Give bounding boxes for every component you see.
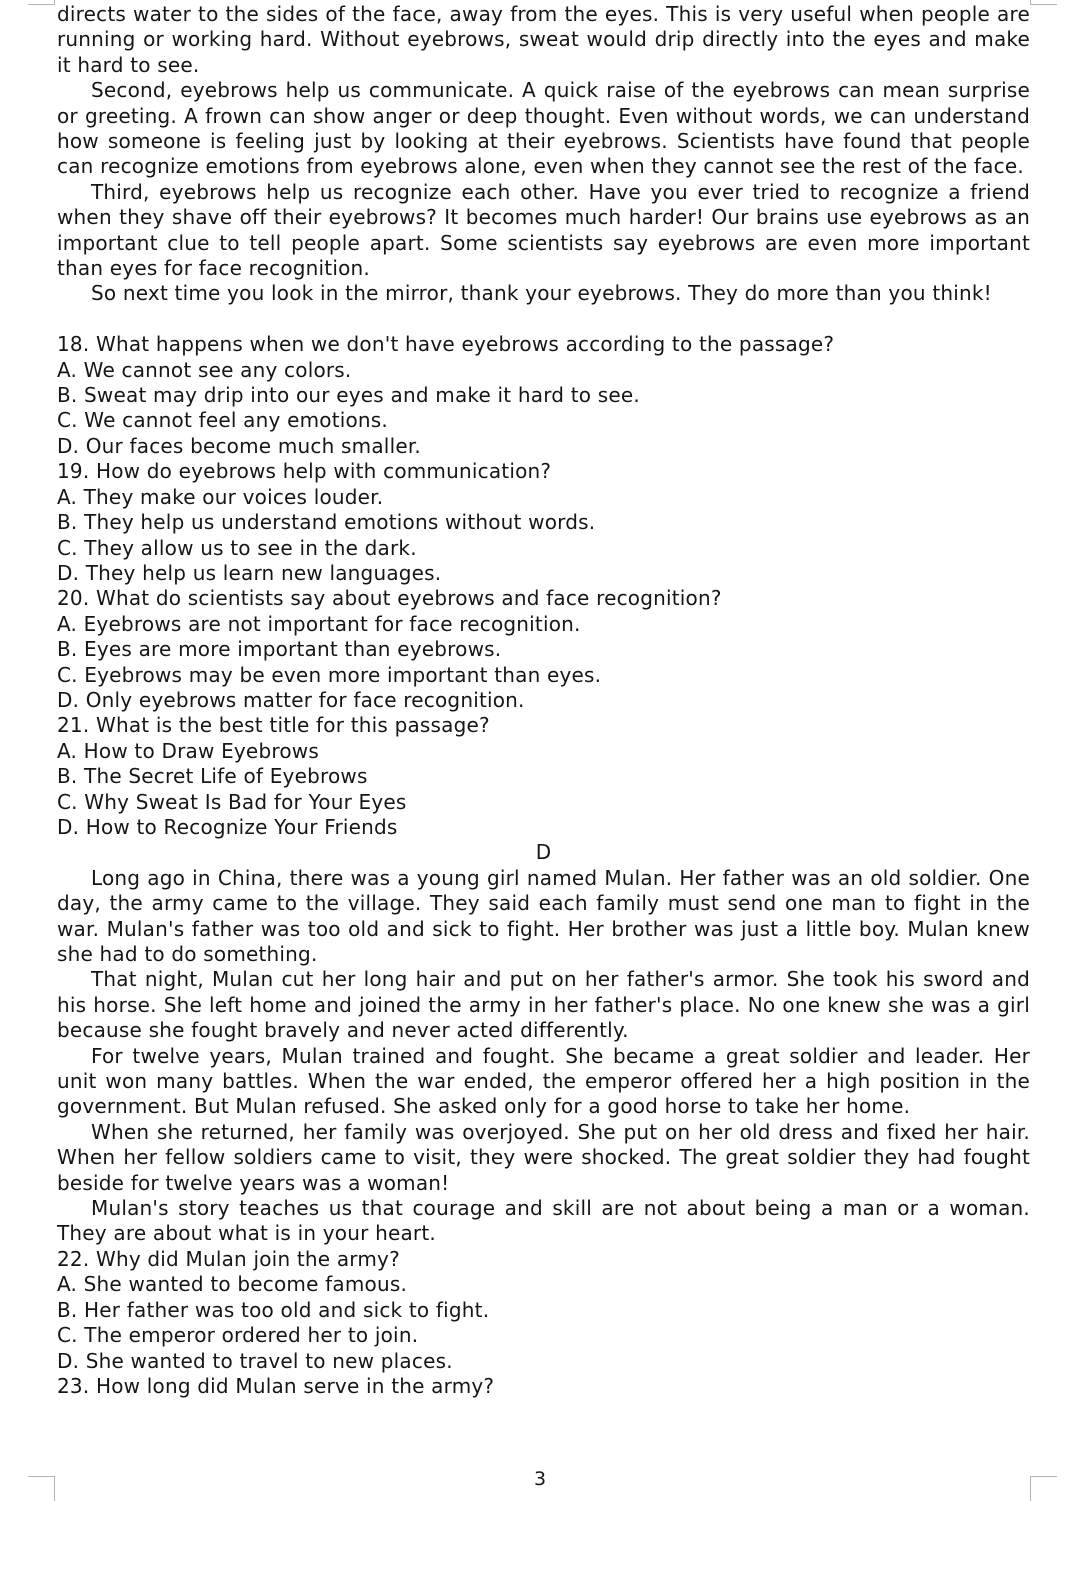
question-19 bbox=[57, 459, 1030, 586]
page-content bbox=[57, 2, 1030, 1399]
question-stem: 18. What happens when we don't have eyebrows according to the passage? bbox=[57, 332, 835, 357]
question-stem: 19. How do eyebrows help with communication? bbox=[57, 459, 552, 484]
crop-mark-top-left bbox=[28, 0, 55, 5]
answer-option: A. They make our voices louder. bbox=[57, 484, 384, 509]
answer-option: A. She wanted to become famous. bbox=[57, 1272, 408, 1297]
question-stem: 20. What do scientists say about eyebrows and face recognition? bbox=[57, 586, 722, 611]
passage-c-paragraph: directs water to the sides of the face, away from the eyes. This is very useful when people are running or working hard. Without eyebrows, sweat would drip directly into the eyes and make it hard to see. bbox=[57, 2, 1030, 77]
answer-option: B. Sweat may drip into our eyes and make it hard to see. bbox=[57, 383, 640, 408]
answer-option: D. They help us learn new languages. bbox=[57, 560, 442, 585]
passage-d-paragraph: When she returned, her family was overjoyed. She put on her old dress and fixed her hair. When her fellow soldiers came to visit, they were shocked. The great soldier they had fought beside for twelve years was a woman! bbox=[57, 1119, 1030, 1195]
question-22 bbox=[57, 1247, 1030, 1374]
answer-option: D. Only eyebrows matter for face recognition. bbox=[57, 687, 525, 712]
question-stem: 22. Why did Mulan join the army? bbox=[57, 1246, 400, 1271]
answer-option: D. She wanted to travel to new places. bbox=[57, 1348, 453, 1373]
passage-c-paragraph: Second, eyebrows help us communicate. A quick raise of the eyebrows can mean surprise or greeting. A frown can show anger or deep thought. Even without words, we can understand how someone is feeling just by looking at their eyebrows. Scientists have found that people can recognize emotions from eyebrows alone, even when they cannot see the rest of the face. bbox=[57, 78, 1030, 179]
answer-option: C. Eyebrows may be even more important than eyes. bbox=[57, 662, 602, 687]
crop-mark-top-right bbox=[1030, 0, 1057, 5]
passage-d-paragraph: For twelve years, Mulan trained and fought. She became a great soldier and leader. Her unit won many battles. When the war ended, the emperor offered her a high position in the government. But Mulan refused. She asked only for a good horse to take her home. bbox=[57, 1043, 1030, 1119]
section-d-label: D bbox=[535, 840, 552, 865]
question-20 bbox=[57, 586, 1030, 713]
question-21 bbox=[57, 713, 1030, 840]
answer-option: D. Our faces become much smaller. bbox=[57, 433, 421, 458]
answer-option: B. Her father was too old and sick to fight. bbox=[57, 1297, 490, 1322]
passage-d-paragraph: Long ago in China, there was a young girl named Mulan. Her father was an old soldier. One day, the army came to the village. They said each family must send one man to fight in the war. Mulan's father was too old and sick to fight. Her brother was just a little boy. Mulan knew she had to do something. bbox=[57, 865, 1030, 967]
answer-option: C. They allow us to see in the dark. bbox=[57, 535, 417, 560]
answer-option: C. We cannot feel any emotions. bbox=[57, 408, 388, 433]
passage-d-paragraph: That night, Mulan cut her long hair and put on her father's armor. She took his sword and his horse. She left home and joined the army in her father's place. No one knew she was a girl because she fought bravely and never acted differently. bbox=[57, 967, 1030, 1043]
page-number: 3 bbox=[533, 1468, 547, 1490]
passage-c-paragraph: Third, eyebrows help us recognize each other. Have you ever tried to recognize a friend when they shave off their eyebrows? It becomes much harder! Our brains use eyebrows as an important clue to tell people apart. Some scientists say eyebrows are even more important than eyes for face recognition. bbox=[57, 179, 1030, 281]
passage-c-paragraph: So next time you look in the mirror, thank your eyebrows. They do more than you think! bbox=[91, 281, 992, 306]
answer-option: C. Why Sweat Is Bad for Your Eyes bbox=[57, 789, 407, 814]
answer-option: B. The Secret Life of Eyebrows bbox=[57, 764, 368, 789]
question-18 bbox=[57, 332, 1030, 459]
answer-option: B. Eyes are more important than eyebrows. bbox=[57, 637, 502, 662]
question-stem: 21. What is the best title for this passage? bbox=[57, 713, 490, 738]
answer-option: A. Eyebrows are not important for face recognition. bbox=[57, 611, 581, 636]
answer-option: B. They help us understand emotions without words. bbox=[57, 510, 596, 535]
question-stem: 23. How long did Mulan serve in the army? bbox=[57, 1373, 495, 1398]
answer-option: C. The emperor ordered her to join. bbox=[57, 1323, 419, 1348]
answer-option: D. How to Recognize Your Friends bbox=[57, 814, 398, 839]
passage-d-paragraph: Mulan's story teaches us that courage and skill are not about being a man or a woman. They are about what is in your heart. bbox=[57, 1196, 1030, 1246]
answer-option: A. How to Draw Eyebrows bbox=[57, 738, 319, 763]
blank-line bbox=[57, 307, 1030, 332]
answer-option: A. We cannot see any colors. bbox=[57, 357, 352, 382]
question-23 bbox=[57, 1374, 1030, 1399]
